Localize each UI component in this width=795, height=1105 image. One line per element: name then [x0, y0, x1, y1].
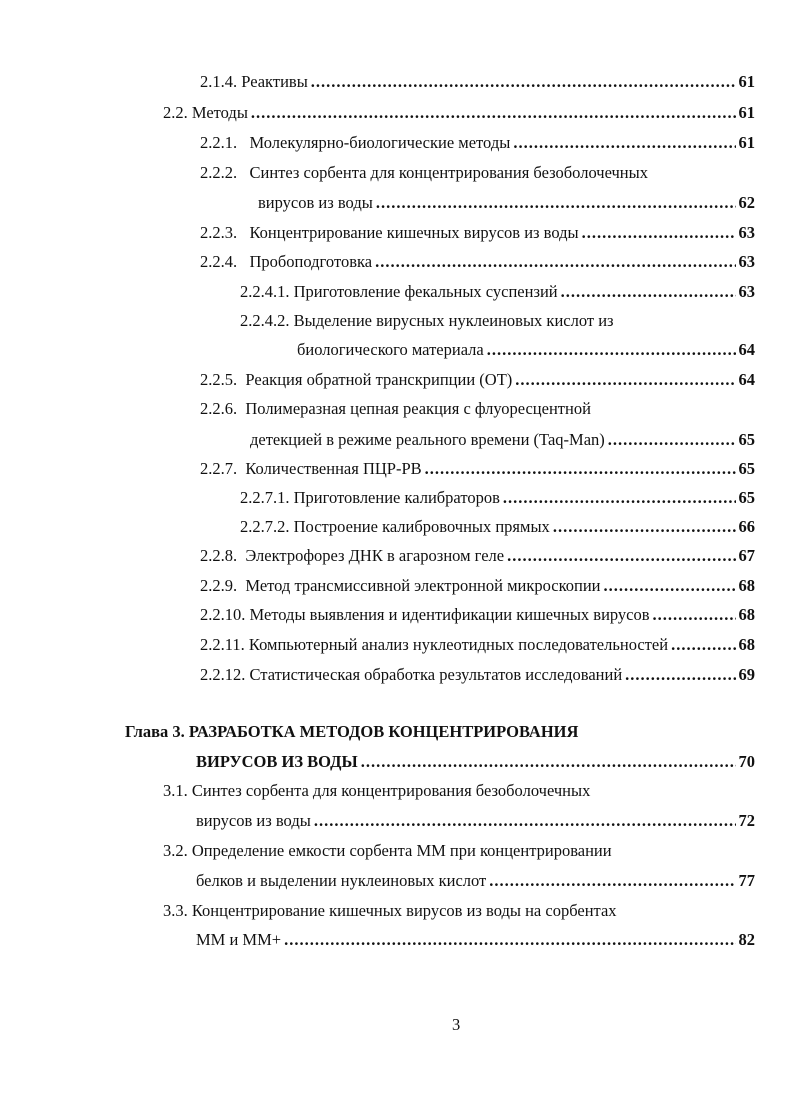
- dot-leader: [376, 192, 736, 214]
- toc-entry: [200, 545, 755, 567]
- toc-page-number: 63: [738, 282, 755, 301]
- toc-entry: [200, 634, 755, 656]
- toc-page-number: 65: [738, 430, 755, 449]
- toc-page-number: 68: [738, 576, 755, 595]
- dot-leader: [425, 458, 736, 480]
- toc-entry-title: детекцией в режиме реального времени (Taq-Man): [250, 430, 605, 449]
- toc-page-number: 64: [738, 340, 755, 359]
- toc-entry: [163, 780, 590, 802]
- dot-leader: [503, 487, 736, 509]
- dot-leader: [513, 132, 735, 154]
- toc-entry-title: 2.2.6. Полимеразная цепная реакция с флуоресцентной: [200, 399, 591, 418]
- toc-entry-title: ВИРУСОВ ИЗ ВОДЫ: [196, 752, 358, 771]
- toc-entry: [196, 870, 755, 892]
- toc-entry-title: 2.2.8. Электрофорез ДНК в агарозном геле: [200, 546, 505, 565]
- toc-entry: [196, 929, 755, 951]
- dot-leader: [489, 870, 735, 892]
- toc-entry-title: 2.2.7. Количественная ПЦР-РВ: [200, 459, 422, 478]
- toc-page-number: 77: [738, 871, 755, 890]
- toc-entry-title: 2.2.3. Концентрирование кишечных вирусов из воды: [200, 223, 579, 242]
- dot-leader: [671, 634, 735, 656]
- toc-entry-title: 2.2.9. Метод трансмиссивной электронной микроскопии: [200, 576, 601, 595]
- toc-page-number: 61: [738, 103, 755, 122]
- dot-leader: [515, 369, 735, 391]
- toc-page-number: 65: [738, 488, 755, 507]
- dot-leader: [625, 664, 735, 686]
- toc-entry: [250, 429, 755, 451]
- toc-page-number: 70: [738, 752, 755, 771]
- toc-entry: [240, 310, 614, 332]
- dot-leader: [251, 102, 736, 124]
- toc-entry-title: 2.2.5. Реакция обратной транскрипции (ОТ): [200, 370, 513, 389]
- toc-page-number: 68: [738, 605, 755, 624]
- toc-page-number: 63: [738, 252, 755, 271]
- toc-entry-title: 2.2.12. Статистическая обработка результатов исследований: [200, 665, 623, 684]
- dot-leader: [314, 810, 736, 832]
- toc-entry: [200, 369, 755, 391]
- toc-entry-title: 2.2.11. Компьютерный анализ нуклеотидных последовательностей: [200, 635, 669, 654]
- toc-entry-title: белков и выделении нуклеиновых кислот: [196, 871, 487, 890]
- toc-entry-title: 2.2.4. Пробоподготовка: [200, 252, 373, 271]
- dot-leader: [653, 604, 736, 626]
- toc-entry-title: Глава 3. РАЗРАБОТКА МЕТОДОВ КОНЦЕНТРИРОВАНИЯ: [125, 722, 579, 741]
- dot-leader: [507, 545, 735, 567]
- dot-leader: [561, 281, 736, 303]
- toc-entry: [196, 810, 755, 832]
- toc-entry: [240, 516, 755, 538]
- toc-entry: [200, 458, 755, 480]
- chapter-heading: [125, 721, 578, 743]
- toc-entry-title: 2.2.2. Синтез сорбента для концентрирования безоболочечных: [200, 163, 648, 182]
- toc-entry: [200, 132, 755, 154]
- toc-entry-title: 3.1. Синтез сорбента для концентрирования безоболочечных: [163, 781, 591, 800]
- dot-leader: [361, 751, 736, 773]
- toc-entry: [163, 900, 617, 922]
- toc-entry: [258, 192, 755, 214]
- toc-entry-title: 2.2.1. Молекулярно-биологические методы: [200, 133, 511, 152]
- toc-entry: [200, 575, 755, 597]
- toc-entry: [240, 487, 755, 509]
- toc-entry: [200, 251, 755, 273]
- toc-page-number: 66: [738, 517, 755, 536]
- toc-page-number: 64: [738, 370, 755, 389]
- chapter-heading: [196, 751, 755, 773]
- dot-leader: [375, 251, 735, 273]
- toc-entry-title: ММ и ММ+: [196, 930, 282, 949]
- toc-entry-title: 2.2. Методы: [163, 103, 248, 122]
- toc-page-number: 61: [738, 72, 755, 91]
- dot-leader: [582, 222, 736, 244]
- toc-page-number: 65: [738, 459, 755, 478]
- dot-leader: [608, 429, 736, 451]
- dot-leader: [311, 71, 736, 93]
- toc-page-number: 67: [738, 546, 755, 565]
- toc-entry: [200, 398, 591, 420]
- toc-entry: [200, 71, 755, 93]
- toc-page-number: 82: [738, 930, 755, 949]
- toc-entry-title: биологического материала: [297, 340, 484, 359]
- toc-entry-title: 2.2.7.2. Построение калибровочных прямых: [240, 517, 550, 536]
- toc-entry-title: 2.1.4. Реактивы: [200, 72, 308, 91]
- toc-entry: [240, 281, 755, 303]
- toc-entry: [163, 102, 755, 124]
- toc-entry-title: 3.2. Определение емкости сорбента ММ при концентрировании: [163, 841, 612, 860]
- toc-page-number: 61: [738, 133, 755, 152]
- page-number: 3: [452, 1015, 461, 1034]
- toc-entry-title: 2.2.10. Методы выявления и идентификации кишечных вирусов: [200, 605, 650, 624]
- toc-entry: [163, 840, 612, 862]
- toc-entry-title: 2.2.4.2. Выделение вирусных нуклеиновых кислот из: [240, 311, 614, 330]
- toc-entry: [200, 222, 755, 244]
- dot-leader: [284, 929, 735, 951]
- toc-entry: [200, 604, 755, 626]
- toc-page-number: 62: [738, 193, 755, 212]
- toc-entry-title: 2.2.4.1. Приготовление фекальных суспензий: [240, 282, 558, 301]
- toc-entry: [297, 339, 755, 361]
- toc-page-number: 69: [738, 665, 755, 684]
- toc-entry: [200, 664, 755, 686]
- toc-page-number: 72: [738, 811, 755, 830]
- toc-entry-title: 3.3. Концентрирование кишечных вирусов из воды на сорбентах: [163, 901, 617, 920]
- toc-page-number: 63: [738, 223, 755, 242]
- dot-leader: [604, 575, 736, 597]
- toc-entry-title: вирусов из воды: [258, 193, 373, 212]
- dot-leader: [487, 339, 736, 361]
- toc-entry-title: вирусов из воды: [196, 811, 311, 830]
- toc-page-number: 68: [738, 635, 755, 654]
- toc-entry: [200, 162, 648, 184]
- dot-leader: [553, 516, 736, 538]
- toc-entry-title: 2.2.7.1. Приготовление калибраторов: [240, 488, 500, 507]
